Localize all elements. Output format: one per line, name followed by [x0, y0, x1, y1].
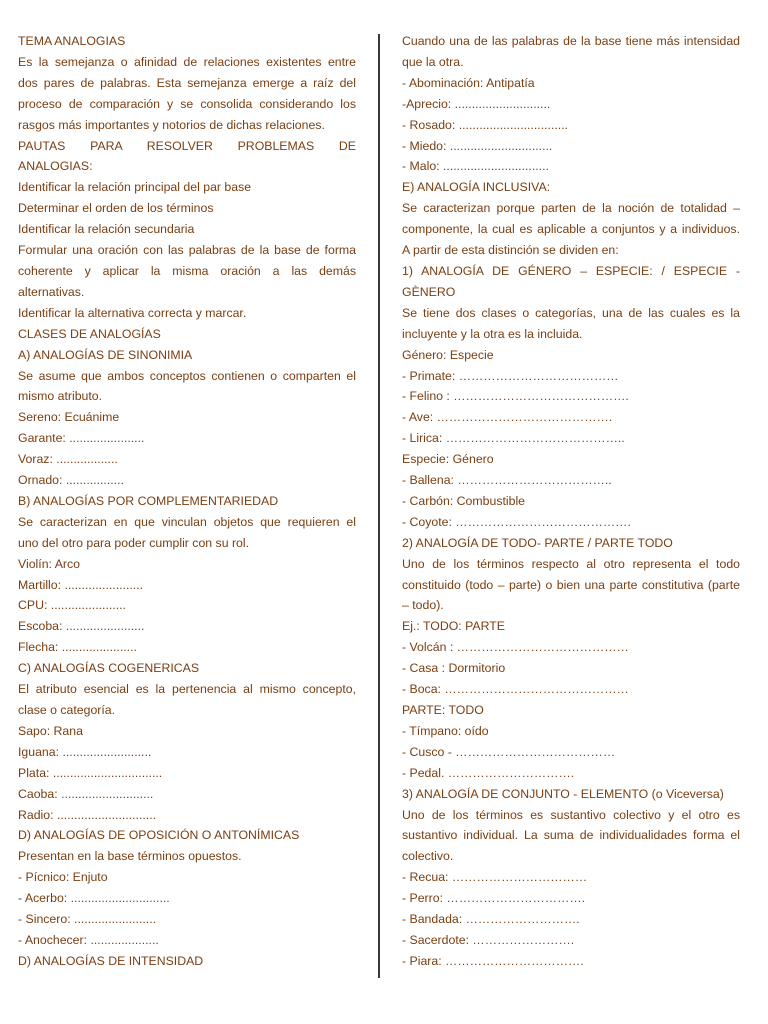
text-line: - Cusco - ………………………………… [402, 744, 616, 759]
text-line: componente, la cual es aplicable a conjuntos y a individuos. [402, 222, 740, 237]
text-line: -Aprecio: ............................ [402, 96, 551, 111]
text-line: - Ave: ……………………………………. [402, 410, 613, 425]
text-line: - Rosado: ................................ [402, 117, 569, 132]
text-line: Se caracterizan en que vinculan objetos que requieren el [18, 514, 356, 529]
text-line: - Carbón: Combustible [402, 493, 526, 508]
text-line: D) ANALOGÍAS DE INTENSIDAD [18, 953, 204, 968]
text-line: – todo). [402, 598, 444, 613]
text-line: El atributo esencial es la pertenencia al mismo concepto, [18, 682, 356, 697]
right-column [402, 31, 740, 972]
text-line: 1) ANALOGÍA DE GÉNERO – ESPECIE: / ESPECIE - [402, 263, 740, 278]
text-line: constituido (todo – parte) o bien una parte constitutiva (parte [402, 577, 740, 592]
text-line: Se asume que ambos conceptos contienen o comparten el [18, 368, 356, 383]
text-line: mismo atributo. [18, 389, 103, 404]
text-line: PARTE: TODO [402, 703, 484, 717]
text-line: - Piara: ……………………………. [402, 953, 584, 968]
text-line: rasgos más importantes y notorios de dichas relaciones. [18, 117, 325, 132]
text-line: C) ANALOGÍAS COGENERICAS [18, 661, 200, 676]
text-line: - Tímpano: oído [402, 723, 489, 738]
text-line: Violín: Arco [18, 556, 80, 571]
text-line: - Recua: …………………………… [402, 870, 588, 885]
text-line: - Acerbo: ............................. [18, 891, 170, 906]
text-line: - Coyote: ……………………………………. [402, 514, 631, 529]
text-line: alternativas. [18, 284, 85, 299]
text-line: Identificar la relación secundaria [18, 222, 195, 237]
text-line: D) ANALOGÍAS DE OPOSICIÓN O ANTONÍMICAS [18, 828, 300, 843]
text-line: - Primate: ………………………………… [402, 368, 619, 383]
column-divider [378, 34, 380, 978]
text-line: Garante: ...................... [18, 431, 145, 446]
text-line: CPU: ...................... [18, 598, 126, 613]
text-line: A partir de esta distinción se dividen en: [402, 243, 619, 258]
text-line: colectivo. [402, 849, 454, 864]
text-line: - Perro: ……………………………. [402, 891, 586, 906]
text-line: proceso de comparación y se consolida considerando los [18, 96, 356, 111]
text-line: Voraz: .................. [18, 452, 118, 467]
text-line: Radio: ............................. [18, 807, 157, 822]
text-line: Se tiene dos clases o categorías, una de las cuales es la [402, 305, 740, 320]
text-line: Formular una oración con las palabras de la base de forma [18, 243, 356, 258]
text-line: Plata: ................................ [18, 765, 163, 780]
text-line: 3) ANALOGÍA DE CONJUNTO - ELEMENTO (o Viceversa) [402, 786, 724, 801]
text-line: - Bandada: ………………………. [402, 912, 580, 927]
text-line: Iguana: .......................... [18, 744, 152, 759]
text-line: Determinar el orden de los términos [18, 201, 214, 216]
text-line: 2) ANALOGÍA DE TODO- PARTE / PARTE TODO [402, 535, 673, 550]
text-line: Flecha: ...................... [18, 640, 137, 655]
text-line: que la otra. [402, 54, 464, 69]
text-line: - Casa : Dormitorio [402, 661, 506, 676]
text-line: Ej.: TODO: PARTE [402, 619, 505, 634]
text-line: - Miedo: .............................. [402, 138, 553, 153]
text-line: - Ballena: ……………………………….. [402, 473, 612, 488]
text-line: Cuando una de las palabras de la base tiene más intensidad [402, 34, 740, 48]
text-line: Uno de los términos es sustantivo colectivo y el otro es [402, 807, 740, 822]
text-line: Uno de los términos respecto al otro representa el todo [402, 556, 740, 571]
text-line: TEMA ANALOGIAS [18, 34, 126, 48]
text-line: Sereno: Ecuánime [18, 410, 120, 425]
text-line: E) ANALOGÍA INCLUSIVA: [402, 180, 551, 195]
text-line: - Lirica: …………………………………….. [402, 431, 625, 446]
text-line: - Anochecer: .................... [18, 932, 159, 947]
text-line: Se caracterizan porque parten de la noción de totalidad – [402, 201, 740, 216]
text-line: - Felino : ……………………………………. [402, 389, 629, 404]
text-line: GÈNERO [402, 284, 456, 299]
text-line: sustantivo individual. La suma de individualidades forma el [402, 828, 740, 843]
text-line: A) ANALOGÍAS DE SINONIMIA [18, 347, 193, 362]
text-line: ANALOGIAS: [18, 159, 93, 174]
text-line: Caoba: ........................... [18, 786, 154, 801]
text-line: Género: Especie [402, 347, 494, 362]
text-line: uno del otro para poder cumplir con su rol. [18, 535, 250, 550]
left-column [18, 31, 356, 972]
text-line: Identificar la alternativa correcta y marcar. [18, 305, 247, 320]
text-line: B) ANALOGÍAS POR COMPLEMENTARIEDAD [18, 493, 279, 508]
text-line: Ornado: ................. [18, 473, 124, 488]
text-line: dos pares de palabras. Esta semejanza emerge a raíz del [18, 75, 356, 90]
text-line: - Pedal. …………………………. [402, 765, 575, 780]
text-line: Es la semejanza o afinidad de relaciones existentes entre [18, 54, 356, 69]
text-line: - Malo: ............................... [402, 159, 549, 174]
text-line: PAUTAS PARA RESOLVER PROBLEMAS DE [18, 138, 356, 153]
text-line: Identificar la relación principal del par base [18, 180, 252, 195]
text-line: - Boca: ……………………………………… [402, 682, 629, 697]
text-line: - Sincero: ........................ [18, 912, 157, 927]
text-line: - Pícnico: Enjuto [18, 870, 108, 885]
text-line: - Sacerdote: ……………………. [402, 932, 575, 947]
text-line: incluyente y la otra es la incluida. [402, 326, 583, 341]
text-line: - Volcán : …………………………………… [402, 640, 629, 655]
text-line: Martillo: ....................... [18, 577, 144, 592]
text-line: coherente y aplicar la misma oración a las demás [18, 263, 356, 278]
text-line: Escoba: ....................... [18, 619, 145, 634]
text-line: Presentan en la base términos opuestos. [18, 849, 242, 864]
text-line: CLASES DE ANALOGÍAS [18, 326, 161, 341]
text-line: - Abominación: Antipatía [402, 75, 535, 90]
text-line: clase o categoría. [18, 703, 116, 717]
text-line: Especie: Género [402, 452, 494, 467]
text-line: Sapo: Rana [18, 723, 83, 738]
